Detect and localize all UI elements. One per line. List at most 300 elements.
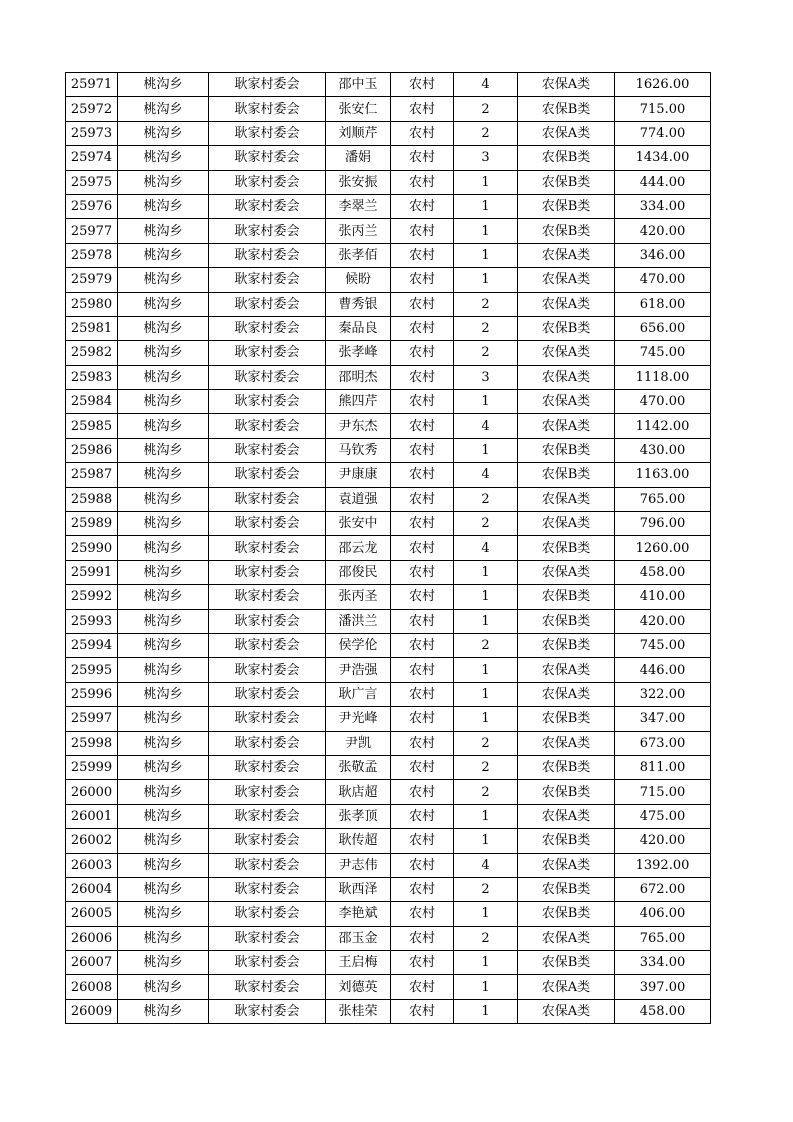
table-cell: 农保A类: [518, 341, 615, 365]
table-cell: 农村: [391, 194, 454, 218]
table-cell: 26009: [66, 999, 118, 1023]
table-row: [66, 658, 711, 682]
table-cell: 406.00: [615, 902, 711, 926]
table-cell: 李翠兰: [326, 194, 391, 218]
table-cell: 耿传超: [326, 829, 391, 853]
table-cell: 张桂荣: [326, 999, 391, 1023]
table-cell: 桃沟乡: [118, 463, 209, 487]
table-cell: 25986: [66, 438, 118, 462]
table-cell: 715.00: [615, 780, 711, 804]
table-row: [66, 97, 711, 121]
table-cell: 农村: [391, 609, 454, 633]
table-cell: 农保A类: [518, 365, 615, 389]
table-cell: 候盼: [326, 268, 391, 292]
table-cell: 25990: [66, 536, 118, 560]
table-row: [66, 438, 711, 462]
table-cell: 2: [454, 877, 518, 901]
table-cell: 农保A类: [518, 853, 615, 877]
table-cell: 农保A类: [518, 390, 615, 414]
table-cell: 25987: [66, 463, 118, 487]
table-cell: 农村: [391, 731, 454, 755]
table-cell: 410.00: [615, 585, 711, 609]
table-cell: 农村: [391, 438, 454, 462]
table-cell: 农村: [391, 121, 454, 145]
table-cell: 25996: [66, 682, 118, 706]
table-cell: 尹志伟: [326, 853, 391, 877]
table-cell: 耿家村委会: [209, 219, 326, 243]
table-cell: 农村: [391, 316, 454, 340]
table-cell: 2: [454, 97, 518, 121]
table-cell: 2: [454, 512, 518, 536]
table-cell: 农保B类: [518, 536, 615, 560]
table-cell: 420.00: [615, 219, 711, 243]
table-cell: 1: [454, 804, 518, 828]
table-cell: 耿家村委会: [209, 560, 326, 584]
table-cell: 邵俊民: [326, 560, 391, 584]
table-row: [66, 365, 711, 389]
table-cell: 796.00: [615, 512, 711, 536]
table-row: [66, 585, 711, 609]
table-cell: 桃沟乡: [118, 926, 209, 950]
table-cell: 桃沟乡: [118, 975, 209, 999]
table-cell: 邵明杰: [326, 365, 391, 389]
table-cell: 420.00: [615, 829, 711, 853]
table-cell: 25993: [66, 609, 118, 633]
table-cell: 农保B类: [518, 146, 615, 170]
table-cell: 458.00: [615, 560, 711, 584]
table-row: [66, 463, 711, 487]
table-cell: 农村: [391, 951, 454, 975]
table-cell: 农保A类: [518, 292, 615, 316]
table-cell: 张敬孟: [326, 755, 391, 779]
table-cell: 邵云龙: [326, 536, 391, 560]
table-cell: 张安仁: [326, 97, 391, 121]
table-body: [66, 73, 711, 1024]
table-row: [66, 194, 711, 218]
table-cell: 农保B类: [518, 463, 615, 487]
table-cell: 农村: [391, 414, 454, 438]
table-cell: 耿家村委会: [209, 73, 326, 97]
table-cell: 1: [454, 438, 518, 462]
table-row: [66, 731, 711, 755]
table-cell: 25992: [66, 585, 118, 609]
table-cell: 农村: [391, 73, 454, 97]
table-cell: 农村: [391, 926, 454, 950]
table-cell: 1: [454, 219, 518, 243]
table-cell: 潘洪兰: [326, 609, 391, 633]
table-cell: 1: [454, 268, 518, 292]
table-cell: 3: [454, 365, 518, 389]
table-cell: 444.00: [615, 170, 711, 194]
table-cell: 347.00: [615, 707, 711, 731]
table-cell: 25995: [66, 658, 118, 682]
table-cell: 耿家村委会: [209, 951, 326, 975]
table-row: [66, 804, 711, 828]
table-cell: 耿家村委会: [209, 731, 326, 755]
table-cell: 桃沟乡: [118, 268, 209, 292]
table-cell: 430.00: [615, 438, 711, 462]
table-cell: 桃沟乡: [118, 682, 209, 706]
table-cell: 桃沟乡: [118, 853, 209, 877]
table-cell: 张孝佰: [326, 243, 391, 267]
table-cell: 农保A类: [518, 926, 615, 950]
table-cell: 农保B类: [518, 219, 615, 243]
table-cell: 农保B类: [518, 316, 615, 340]
table-cell: 耿家村委会: [209, 926, 326, 950]
table-cell: 25978: [66, 243, 118, 267]
table-cell: 2: [454, 487, 518, 511]
table-cell: 耿家村委会: [209, 658, 326, 682]
table-cell: 2: [454, 121, 518, 145]
table-cell: 农保B类: [518, 951, 615, 975]
table-cell: 26000: [66, 780, 118, 804]
table-cell: 桃沟乡: [118, 804, 209, 828]
table-cell: 农保B类: [518, 633, 615, 657]
table-cell: 2: [454, 926, 518, 950]
table-cell: 1: [454, 585, 518, 609]
table-cell: 耿家村委会: [209, 902, 326, 926]
table-cell: 农村: [391, 560, 454, 584]
table-cell: 耿家村委会: [209, 877, 326, 901]
table-cell: 农村: [391, 707, 454, 731]
table-cell: 农保A类: [518, 73, 615, 97]
table-cell: 农村: [391, 877, 454, 901]
table-cell: 耿家村委会: [209, 170, 326, 194]
table-cell: 张安振: [326, 170, 391, 194]
table-cell: 470.00: [615, 268, 711, 292]
table-cell: 农村: [391, 512, 454, 536]
table-cell: 25972: [66, 97, 118, 121]
table-cell: 王启梅: [326, 951, 391, 975]
table-cell: 农保B类: [518, 755, 615, 779]
table-cell: 刘德英: [326, 975, 391, 999]
table-cell: 桃沟乡: [118, 121, 209, 145]
table-cell: 811.00: [615, 755, 711, 779]
table-cell: 尹东杰: [326, 414, 391, 438]
table-cell: 322.00: [615, 682, 711, 706]
table-cell: 农保B类: [518, 707, 615, 731]
table-cell: 1392.00: [615, 853, 711, 877]
table-cell: 25989: [66, 512, 118, 536]
table-cell: 农保B类: [518, 609, 615, 633]
table-cell: 农村: [391, 633, 454, 657]
table-cell: 2: [454, 341, 518, 365]
table-cell: 熊四芹: [326, 390, 391, 414]
table-cell: 765.00: [615, 487, 711, 511]
table-cell: 470.00: [615, 390, 711, 414]
table-cell: 25981: [66, 316, 118, 340]
table-cell: 农保B类: [518, 194, 615, 218]
table-cell: 桃沟乡: [118, 536, 209, 560]
table-row: [66, 999, 711, 1023]
table-cell: 25999: [66, 755, 118, 779]
table-cell: 农保B类: [518, 877, 615, 901]
table-cell: 农保A类: [518, 512, 615, 536]
table-cell: 桃沟乡: [118, 658, 209, 682]
table-cell: 耿家村委会: [209, 292, 326, 316]
table-cell: 1: [454, 658, 518, 682]
table-cell: 765.00: [615, 926, 711, 950]
table-cell: 耿家村委会: [209, 780, 326, 804]
table-cell: 1: [454, 951, 518, 975]
table-cell: 尹光峰: [326, 707, 391, 731]
table-cell: 458.00: [615, 999, 711, 1023]
table-cell: 桃沟乡: [118, 341, 209, 365]
table-cell: 1626.00: [615, 73, 711, 97]
table-cell: 耿家村委会: [209, 121, 326, 145]
table-cell: 耿家村委会: [209, 707, 326, 731]
table-cell: 耿家村委会: [209, 512, 326, 536]
table-cell: 桃沟乡: [118, 219, 209, 243]
table-cell: 25994: [66, 633, 118, 657]
table-cell: 耿家村委会: [209, 341, 326, 365]
table-cell: 桃沟乡: [118, 609, 209, 633]
table-cell: 农村: [391, 390, 454, 414]
table-cell: 农村: [391, 365, 454, 389]
table-cell: 桃沟乡: [118, 951, 209, 975]
table-row: [66, 121, 711, 145]
table-cell: 25985: [66, 414, 118, 438]
insurance-roster-table: [65, 72, 711, 1024]
table-cell: 715.00: [615, 97, 711, 121]
table-cell: 桃沟乡: [118, 194, 209, 218]
table-cell: 农村: [391, 658, 454, 682]
table-cell: 耿店超: [326, 780, 391, 804]
table-cell: 农保B类: [518, 97, 615, 121]
table-cell: 耿家村委会: [209, 829, 326, 853]
table-cell: 农村: [391, 829, 454, 853]
table-cell: 桃沟乡: [118, 829, 209, 853]
table-cell: 656.00: [615, 316, 711, 340]
table-cell: 25974: [66, 146, 118, 170]
table-cell: 桃沟乡: [118, 902, 209, 926]
table-cell: 4: [454, 414, 518, 438]
table-cell: 1: [454, 390, 518, 414]
table-cell: 张丙兰: [326, 219, 391, 243]
table-cell: 农村: [391, 243, 454, 267]
table-cell: 桃沟乡: [118, 316, 209, 340]
table-cell: 农村: [391, 536, 454, 560]
table-cell: 桃沟乡: [118, 487, 209, 511]
table-row: [66, 341, 711, 365]
table-row: [66, 536, 711, 560]
table-row: [66, 146, 711, 170]
table-cell: 2: [454, 316, 518, 340]
table-cell: 耿家村委会: [209, 243, 326, 267]
table-cell: 耿家村委会: [209, 487, 326, 511]
table-cell: 农村: [391, 146, 454, 170]
table-cell: 446.00: [615, 658, 711, 682]
table-cell: 672.00: [615, 877, 711, 901]
table-cell: 农保A类: [518, 243, 615, 267]
table-cell: 25980: [66, 292, 118, 316]
table-cell: 农保A类: [518, 804, 615, 828]
table-cell: 397.00: [615, 975, 711, 999]
table-cell: 农保A类: [518, 999, 615, 1023]
table-cell: 346.00: [615, 243, 711, 267]
table-cell: 2: [454, 731, 518, 755]
table-cell: 耿家村委会: [209, 609, 326, 633]
table-cell: 农保B类: [518, 585, 615, 609]
table-cell: 桃沟乡: [118, 560, 209, 584]
table-cell: 1: [454, 194, 518, 218]
table-cell: 1142.00: [615, 414, 711, 438]
table-cell: 桃沟乡: [118, 146, 209, 170]
table-cell: 1: [454, 560, 518, 584]
table-cell: 耿家村委会: [209, 316, 326, 340]
table-cell: 1: [454, 170, 518, 194]
table-cell: 耿家村委会: [209, 633, 326, 657]
table-cell: 1: [454, 243, 518, 267]
table-cell: 农村: [391, 755, 454, 779]
table-cell: 4: [454, 463, 518, 487]
table-row: [66, 219, 711, 243]
table-row: [66, 853, 711, 877]
table-cell: 桃沟乡: [118, 414, 209, 438]
table-row: [66, 268, 711, 292]
table-cell: 25983: [66, 365, 118, 389]
table-cell: 农保B类: [518, 780, 615, 804]
table-cell: 农村: [391, 268, 454, 292]
table-row: [66, 951, 711, 975]
table-cell: 25984: [66, 390, 118, 414]
table-cell: 尹浩强: [326, 658, 391, 682]
table-cell: 农村: [391, 341, 454, 365]
table-cell: 耿家村委会: [209, 975, 326, 999]
table-cell: 2: [454, 633, 518, 657]
table-row: [66, 829, 711, 853]
table-cell: 桃沟乡: [118, 707, 209, 731]
table-cell: 侯学伦: [326, 633, 391, 657]
table-cell: 李艳斌: [326, 902, 391, 926]
table-cell: 3: [454, 146, 518, 170]
table-cell: 4: [454, 536, 518, 560]
table-row: [66, 902, 711, 926]
table-cell: 1: [454, 682, 518, 706]
table-cell: 耿家村委会: [209, 999, 326, 1023]
table-cell: 673.00: [615, 731, 711, 755]
table-cell: 农村: [391, 999, 454, 1023]
table-cell: 26007: [66, 951, 118, 975]
table-cell: 1: [454, 829, 518, 853]
table-cell: 475.00: [615, 804, 711, 828]
table-cell: 25998: [66, 731, 118, 755]
table-cell: 1: [454, 999, 518, 1023]
table-row: [66, 316, 711, 340]
table-cell: 桃沟乡: [118, 97, 209, 121]
table-cell: 农村: [391, 292, 454, 316]
table-cell: 25973: [66, 121, 118, 145]
table-cell: 农村: [391, 780, 454, 804]
table-cell: 2: [454, 755, 518, 779]
table-cell: 耿家村委会: [209, 146, 326, 170]
table-cell: 1: [454, 975, 518, 999]
table-cell: 耿家村委会: [209, 414, 326, 438]
table-cell: 农村: [391, 975, 454, 999]
table-cell: 25971: [66, 73, 118, 97]
table-cell: 耿家村委会: [209, 268, 326, 292]
table-cell: 耿家村委会: [209, 97, 326, 121]
table-cell: 秦品良: [326, 316, 391, 340]
table-row: [66, 877, 711, 901]
table-cell: 农保A类: [518, 121, 615, 145]
table-cell: 耿家村委会: [209, 194, 326, 218]
table-cell: 农保B类: [518, 902, 615, 926]
table-cell: 耿家村委会: [209, 463, 326, 487]
table-cell: 农村: [391, 463, 454, 487]
table-cell: 张孝顶: [326, 804, 391, 828]
table-cell: 745.00: [615, 341, 711, 365]
table-cell: 26003: [66, 853, 118, 877]
table-cell: 26008: [66, 975, 118, 999]
table-cell: 耿家村委会: [209, 804, 326, 828]
table-cell: 农保A类: [518, 560, 615, 584]
table-row: [66, 609, 711, 633]
table-cell: 桃沟乡: [118, 780, 209, 804]
table-cell: 25975: [66, 170, 118, 194]
table-cell: 420.00: [615, 609, 711, 633]
table-cell: 农村: [391, 170, 454, 194]
table-cell: 774.00: [615, 121, 711, 145]
table-cell: 耿家村委会: [209, 438, 326, 462]
table-cell: 袁道强: [326, 487, 391, 511]
table-cell: 邵玉金: [326, 926, 391, 950]
table-cell: 26002: [66, 829, 118, 853]
table-cell: 25988: [66, 487, 118, 511]
table-cell: 334.00: [615, 194, 711, 218]
table-row: [66, 707, 711, 731]
table-cell: 刘顺芹: [326, 121, 391, 145]
table-cell: 张丙圣: [326, 585, 391, 609]
table-cell: 2: [454, 780, 518, 804]
table-cell: 农村: [391, 902, 454, 926]
table-cell: 马钦秀: [326, 438, 391, 462]
table-cell: 1163.00: [615, 463, 711, 487]
table-cell: 桃沟乡: [118, 999, 209, 1023]
table-row: [66, 560, 711, 584]
table-cell: 334.00: [615, 951, 711, 975]
table-cell: 耿广言: [326, 682, 391, 706]
table-cell: 桃沟乡: [118, 512, 209, 536]
table-cell: 耿家村委会: [209, 536, 326, 560]
table-row: [66, 170, 711, 194]
table-cell: 耿家村委会: [209, 585, 326, 609]
table-cell: 农保A类: [518, 268, 615, 292]
table-cell: 4: [454, 73, 518, 97]
table-cell: 618.00: [615, 292, 711, 316]
table-row: [66, 390, 711, 414]
table-cell: 农村: [391, 219, 454, 243]
table-cell: 耿家村委会: [209, 755, 326, 779]
table-cell: 桃沟乡: [118, 755, 209, 779]
table-cell: 农保A类: [518, 414, 615, 438]
table-cell: 4: [454, 853, 518, 877]
table-cell: 桃沟乡: [118, 170, 209, 194]
table-row: [66, 73, 711, 97]
table-cell: 桃沟乡: [118, 73, 209, 97]
table-cell: 农村: [391, 97, 454, 121]
table-cell: 农保A类: [518, 682, 615, 706]
table-row: [66, 512, 711, 536]
table-cell: 25997: [66, 707, 118, 731]
table-cell: 农保B类: [518, 829, 615, 853]
table-cell: 耿家村委会: [209, 365, 326, 389]
table-row: [66, 780, 711, 804]
table-row: [66, 926, 711, 950]
table-cell: 25991: [66, 560, 118, 584]
table-cell: 农保A类: [518, 658, 615, 682]
table-cell: 农保A类: [518, 731, 615, 755]
